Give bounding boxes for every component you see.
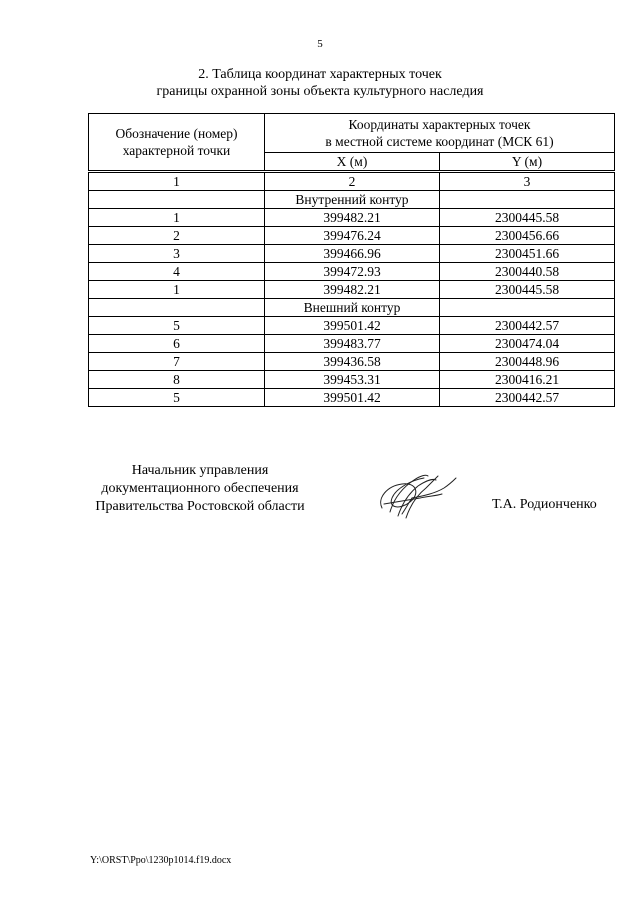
point-y: 2300451.66 [440, 245, 615, 263]
footer-file-path: Y:\ORST\Ppo\1230p1014.f19.docx [90, 855, 232, 866]
signatory-position [90, 462, 310, 516]
header-coords-line1: Координаты характерных точек [348, 117, 531, 132]
inner-contour-section-row [89, 191, 615, 209]
point-y: 2300416.21 [440, 371, 615, 389]
signatory-name: Т.А. Родионченко [492, 497, 597, 512]
table-row [89, 209, 615, 227]
coordinates-table [88, 113, 615, 407]
table-row [89, 389, 615, 407]
point-x: 399482.21 [265, 209, 440, 227]
point-number: 6 [89, 335, 265, 353]
column-number-row [89, 172, 615, 191]
point-x: 399482.21 [265, 281, 440, 299]
point-x: 399466.96 [265, 245, 440, 263]
header-x: X (м) [265, 153, 440, 172]
position-line3: Правительства Ростовской области [95, 499, 305, 514]
point-number: 2 [89, 227, 265, 245]
point-x: 399476.24 [265, 227, 440, 245]
header-col1-line2: характерной точки [122, 143, 231, 158]
table-row [89, 281, 615, 299]
table-row [89, 227, 615, 245]
point-number: 5 [89, 389, 265, 407]
point-x: 399483.77 [265, 335, 440, 353]
col-number-2: 2 [265, 172, 440, 191]
point-y: 2300474.04 [440, 335, 615, 353]
table-row [89, 245, 615, 263]
inner-contour-label: Внутренний контур [265, 191, 440, 209]
point-x: 399472.93 [265, 263, 440, 281]
table-row [89, 317, 615, 335]
point-number: 4 [89, 263, 265, 281]
table-title-line1: 2. Таблица координат характерных точек [198, 67, 442, 82]
point-number: 1 [89, 281, 265, 299]
table-title-line2: границы охранной зоны объекта культурного наследия [156, 84, 484, 99]
point-y: 2300445.58 [440, 209, 615, 227]
point-y: 2300442.57 [440, 317, 615, 335]
table-body [89, 172, 615, 407]
col-number-1: 1 [89, 172, 265, 191]
point-y: 2300456.66 [440, 227, 615, 245]
position-line2: документационного обеспечения [101, 481, 299, 496]
point-number: 7 [89, 353, 265, 371]
page-number: 5 [317, 38, 323, 50]
outer-contour-section-row [89, 299, 615, 317]
point-number: 5 [89, 317, 265, 335]
table-row [89, 263, 615, 281]
point-number: 3 [89, 245, 265, 263]
table-row [89, 335, 615, 353]
point-number: 8 [89, 371, 265, 389]
point-x: 399436.58 [265, 353, 440, 371]
point-x: 399501.42 [265, 317, 440, 335]
point-number: 1 [89, 209, 265, 227]
col-number-3: 3 [440, 172, 615, 191]
handwritten-signature [372, 468, 462, 530]
header-col1-line1: Обозначение (номер) [115, 126, 238, 141]
point-y: 2300440.58 [440, 263, 615, 281]
header-y: Y (м) [440, 153, 615, 172]
point-y: 2300445.58 [440, 281, 615, 299]
point-x: 399453.31 [265, 371, 440, 389]
table-row [89, 353, 615, 371]
position-line1: Начальник управления [131, 463, 269, 478]
header-coords-line2: в местной системе координат (МСК 61) [325, 134, 554, 149]
outer-contour-label: Внешний контур [265, 299, 440, 317]
point-y: 2300442.57 [440, 389, 615, 407]
point-x: 399501.42 [265, 389, 440, 407]
header-coordinates [265, 114, 615, 153]
header-point-designation [89, 114, 265, 172]
point-y: 2300448.96 [440, 353, 615, 371]
table-row [89, 371, 615, 389]
